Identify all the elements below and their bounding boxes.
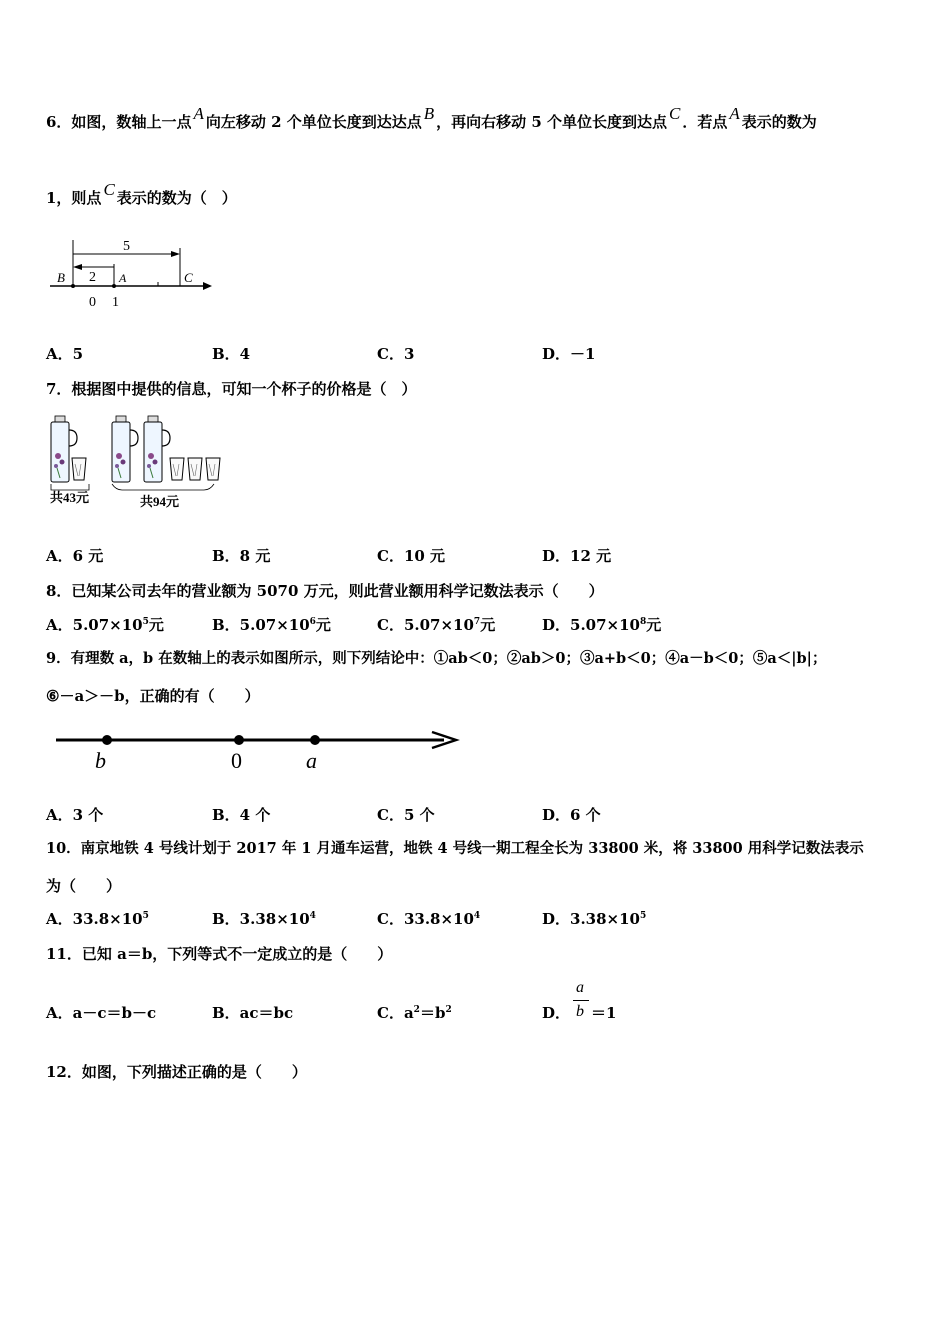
q12-text: 12．如图，下列描述正确的是（ ） (46, 1063, 307, 1081)
q6-fig-label-c: C (184, 270, 193, 285)
q6-option-c[interactable]: C．3 (377, 345, 415, 363)
q8-option-a[interactable] (46, 615, 164, 635)
q11-option-c-base: C．a (377, 1004, 414, 1022)
q10-line1: 10．南京地铁 4 号线计划于 2017 年 1 月通车运营，地铁 4 号线一期工程全长为 33800 米，将 33800 用科学记数法表示 (46, 840, 864, 857)
q8-option-c[interactable] (377, 615, 495, 635)
q9-fig-label-zero: 0 (231, 748, 242, 773)
q9-line2: ⑥－a＞－b，正确的有（ ） (46, 687, 260, 705)
q6-var-a2: A (729, 104, 740, 123)
q11-fraction-numerator: a (576, 979, 584, 996)
q8-option-c-exp: 7 (473, 617, 481, 627)
q7-option-c[interactable]: C．10 元 (377, 547, 446, 565)
q6-fig-label-a: A (119, 271, 127, 285)
q6-var-c2: C (103, 180, 115, 199)
q6-fig-label-b: B (57, 270, 65, 285)
q9-option-b[interactable]: B．4 个 (212, 806, 271, 824)
q11-fraction-denominator: b (576, 1003, 584, 1020)
q11-option-c-exp2: 2 (445, 1005, 452, 1015)
cup-icon (170, 458, 184, 480)
q8-option-b-exp: 6 (309, 617, 316, 627)
q6-option-d[interactable]: D．－1 (542, 345, 596, 363)
q8-option-c-unit: 元 (480, 616, 496, 634)
q6-var-a: A (193, 104, 204, 123)
cup-icon (188, 458, 202, 480)
q6-fig-zero: 0 (89, 295, 96, 310)
q10-option-a-base: A．33.8×10 (46, 910, 143, 928)
q6-var-c: C (669, 104, 681, 123)
q6-number-line-figure (46, 234, 221, 314)
q11-option-d[interactable] (542, 1003, 570, 1023)
q8-option-d-unit: 元 (646, 616, 662, 634)
q10-option-d[interactable] (542, 909, 646, 929)
q8-option-d-base: D．5.07×10 (542, 616, 640, 634)
q7-text: 7．根据图中提供的信息，可知一个杯子的价格是（ ） (46, 380, 417, 398)
q11-option-c-mid: ＝b (419, 1004, 446, 1022)
q7-thermos-cups-figure (46, 412, 236, 512)
cup-icon (72, 458, 86, 480)
q6-fig-top-length: 5 (123, 239, 130, 254)
q6-fig-left-length: 2 (89, 270, 96, 285)
q10-option-a-exp: 5 (142, 911, 149, 921)
q7-option-d[interactable]: D．12 元 (542, 547, 612, 565)
q9-fig-label-a: a (306, 748, 317, 773)
q8-option-b[interactable] (212, 615, 331, 635)
q6-text-2: 向左移动 2 个单位长度到达达点 (205, 113, 422, 131)
q10-option-b-base: B．3.38×10 (212, 910, 310, 928)
q10-option-b[interactable] (212, 909, 316, 929)
q11-fraction-bar (573, 1000, 589, 1001)
q7-label-2: 共94元 (140, 494, 180, 509)
q9-fig-label-b: b (95, 748, 106, 773)
q6-text-6: 1，则点 (46, 189, 102, 207)
q9-line1: 9．有理数 a，b 在数轴上的表示如图所示，则下列结论中：①ab＜0；②ab＞0；③a+b＜0；④a－b＜0；⑤a＜|b|； (46, 650, 827, 667)
q10-line2: 为（ ） (46, 877, 122, 895)
q6-line1 (46, 104, 817, 132)
q10-option-c-base: C．33.8×10 (377, 910, 474, 928)
q8-option-a-exp: 5 (142, 617, 149, 627)
q6-line2 (46, 180, 237, 208)
q8-text: 8．已知某公司去年的营业额为 5070 万元，则此营业额用科学记数法表示（ ） (46, 582, 604, 600)
q11-option-c[interactable] (377, 1003, 452, 1023)
q11-option-a[interactable]: A．a－c＝b－c (46, 1004, 157, 1022)
q6-text-5: 表示的数为 (741, 113, 817, 131)
q6-var-b: B (423, 104, 435, 123)
q9-number-line-figure (52, 722, 462, 778)
q7-label-1: 共43元 (50, 490, 90, 505)
q7-option-b[interactable]: B．8 元 (212, 547, 271, 565)
q6-fig-one: 1 (112, 295, 119, 310)
q6-option-b[interactable]: B．4 (212, 345, 251, 363)
q9-option-d[interactable]: D．6 个 (542, 806, 601, 824)
q10-option-b-exp: 4 (309, 911, 316, 921)
q8-option-c-base: C．5.07×10 (377, 616, 474, 634)
q8-option-b-unit: 元 (315, 616, 331, 634)
q11-text: 11．已知 a＝b，下列等式不一定成立的是（ ） (46, 945, 393, 963)
q6-text-1: 6．如图，数轴上一点 (46, 113, 192, 131)
q6-text-4: ．若点 (682, 113, 728, 131)
q6-option-a[interactable]: A．5 (46, 345, 84, 363)
q11-option-c-exp1: 2 (413, 1005, 420, 1015)
q10-option-d-exp: 5 (639, 911, 647, 921)
q8-option-a-unit: 元 (148, 616, 164, 634)
q9-option-a[interactable]: A．3 个 (46, 806, 104, 824)
q10-option-c-exp: 4 (473, 911, 481, 921)
q8-option-b-base: B．5.07×10 (212, 616, 310, 634)
q8-option-d[interactable] (542, 615, 661, 635)
q10-option-a[interactable] (46, 909, 149, 929)
q9-option-c[interactable]: C．5 个 (377, 806, 435, 824)
q11-option-d-label: D． (542, 1004, 571, 1022)
q8-option-d-exp: 8 (639, 617, 647, 627)
q10-option-d-base: D．3.38×10 (542, 910, 640, 928)
thermos-icon (144, 416, 170, 482)
q10-option-c[interactable] (377, 909, 480, 929)
q8-option-a-base: A．5.07×10 (46, 616, 143, 634)
q6-text-7: 表示的数为（ ） (116, 189, 237, 207)
q11-option-b[interactable]: B．ac＝bc (212, 1004, 294, 1022)
q11-option-d-tail: ＝1 (591, 1004, 617, 1022)
q6-text-3: ，再向右移动 5 个单位长度到达点 (436, 113, 668, 131)
thermos-icon (112, 416, 138, 482)
cup-icon (206, 458, 220, 480)
q7-option-a[interactable]: A．6 元 (46, 547, 104, 565)
